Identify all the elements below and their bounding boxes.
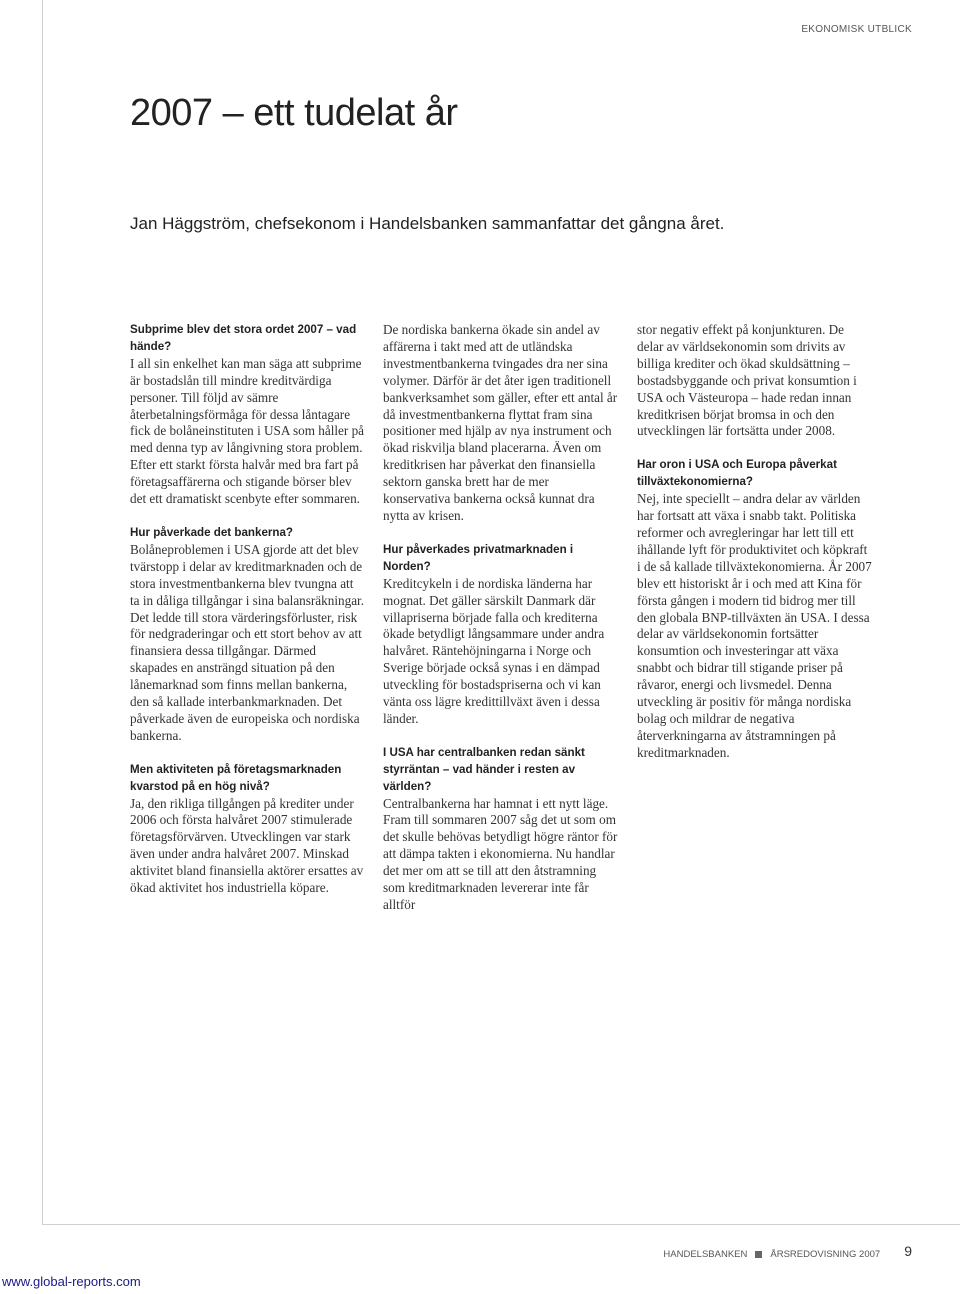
answer-paragraph: Centralbankerna har hamnat i ett nytt läge. Fram till sommaren 2007 såg det ut som om det skulle behövas betydligt högre räntor för att dämpa takten i ekonomierna. Nu handlar det mer om att se till att den åtstramning som kreditmarknaden levererar inte får alltför (383, 795, 618, 912)
page-frame-bottom-line (42, 1224, 960, 1225)
question-heading: Subprime blev det stora ordet 2007 – vad hände? (130, 323, 357, 353)
footer-brand: HANDELSBANKEN (663, 1248, 748, 1260)
page-frame-left-line (42, 0, 43, 1224)
article-intro: Jan Häggström, chefsekonom i Handelsbanken sammanfattar det gångna året. (130, 214, 725, 233)
text-column-3 (637, 322, 873, 762)
question-heading: Har oron i USA och Europa påverkat tillväxtekonomierna? (637, 458, 837, 489)
question-heading: I USA har centralbanken redan sänkt styrräntan – vad händer i resten av världen? (383, 745, 585, 793)
page-footer (663, 1243, 912, 1262)
article-title: 2007 – ett tudelat år (130, 92, 458, 134)
text-column-1 (130, 322, 366, 897)
answer-paragraph: Ja, den rikliga tillgången på krediter under 2006 och första halvåret 2007 stimulerade företagsförvärven. Utvecklingen var stark även under andra halvåret 2007. Minskad aktivitet bland finansiella aktörer ersattes av ökad aktivitet hos industriella köpare. (130, 795, 364, 896)
question-heading: Hur påverkades privatmarknaden i Norden? (383, 542, 574, 573)
answer-paragraph: stor negativ effekt på konjunkturen. De delar av världsekonomin som drivits av billiga krediter och ökad skuldsättning – bostadsbyggande och privat konsumtion i USA och Västeuropa – hade redan innan kreditkrisen börjat bromsa in och den utvecklingen lär fortsätta under 2008. (637, 322, 857, 439)
page-number: 9 (904, 1243, 912, 1259)
source-watermark: www.global-reports.com (2, 1274, 141, 1289)
answer-paragraph: I all sin enkelhet kan man säga att subprime är bostadslån till mindre kreditvärdiga personer. Till följd av sämre återbetalningsförmåga för dessa låntagare fick de bolåneinstituten i USA som håller på med denna typ av långivning stora problem. Efter ett starkt första halvår med bra fart på företagsaffärerna och stigande börser blev det ett dramatiskt scenbyte efter sommaren. (130, 355, 365, 507)
answer-paragraph: Kreditcykeln i de nordiska länderna har mognat. Det gäller särskilt Danmark där villapriserna började falla och krediterna ökade betydligt långsammare under andra halvåret. Räntehöjningarna i Norge och Sverige började också synas i en dämpad utveckling för bostadspriserna och vi kan vänta oss lägre kredittillväxt även i dessa länder. (383, 575, 605, 726)
square-bullet-icon (755, 1251, 762, 1258)
section-label: EKONOMISK UTBLICK (801, 24, 912, 35)
answer-paragraph: Bolåneproblemen i USA gjorde att det blev tvärstopp i delar av kreditmarknaden och de stora investmentbankerna blev tvungna att ta in dåliga tillgångar i sina balansräkningar. Det ledde till stora värderingsförluster, risk för nedgraderingar och ett stort behov av att finansiera dessa tillgångar. Därmed skapades en ansträngd situation på den lånemarknad som finns mellan bankerna, den så kallade interbankmarknaden. Det påverkade även de europeiska och nordiska bankerna. (130, 541, 365, 743)
question-heading: Hur påverkade det bankerna? (130, 525, 294, 539)
answer-paragraph: Nej, inte speciellt – andra delar av världen har fortsatt att växa i snabb takt. Politiska reformer och avregleringar har lett till ett ihållande lyft för produktivitet och köpkraft i de så kallade tillväxtekonomierna. År 2007 blev ett historiskt år i och med att Kina för första gången i modern tid bidrog mer till den globala BNP-tillväxten än USA. I dessa delar av världsekonomin fortsätter konsumtion och investeringar att växa snabbt och bidrar till stigande priser på råvaror, energi och livsmedel. Denna utveckling är positiv för många nordiska bolag och mildrar de negativa återverkningarna av åtstramningen på kreditmarknaden. (637, 491, 872, 760)
answer-paragraph: De nordiska bankerna ökade sin andel av affärerna i takt med att de utländska investmentbankerna tvingades dra ner sina volymer. Därför är det åter igen traditionell bankverksamhet som gäller, efter ett antal år då investmentbankerna flyttat fram sina positioner med hjälp av nya instrument och ökad riskvilja bland placerarna. Även om kreditkrisen har påverkat den finansiella sektorn ganska brett har de mer konservativa bankerna också kunnat dra nytta av krisen. (383, 322, 618, 523)
footer-report-title: ÅRSREDOVISNING 2007 (770, 1248, 881, 1260)
text-column-2 (383, 322, 619, 914)
question-heading: Men aktiviteten på företagsmarknaden kvarstod på en hög nivå? (130, 762, 342, 793)
